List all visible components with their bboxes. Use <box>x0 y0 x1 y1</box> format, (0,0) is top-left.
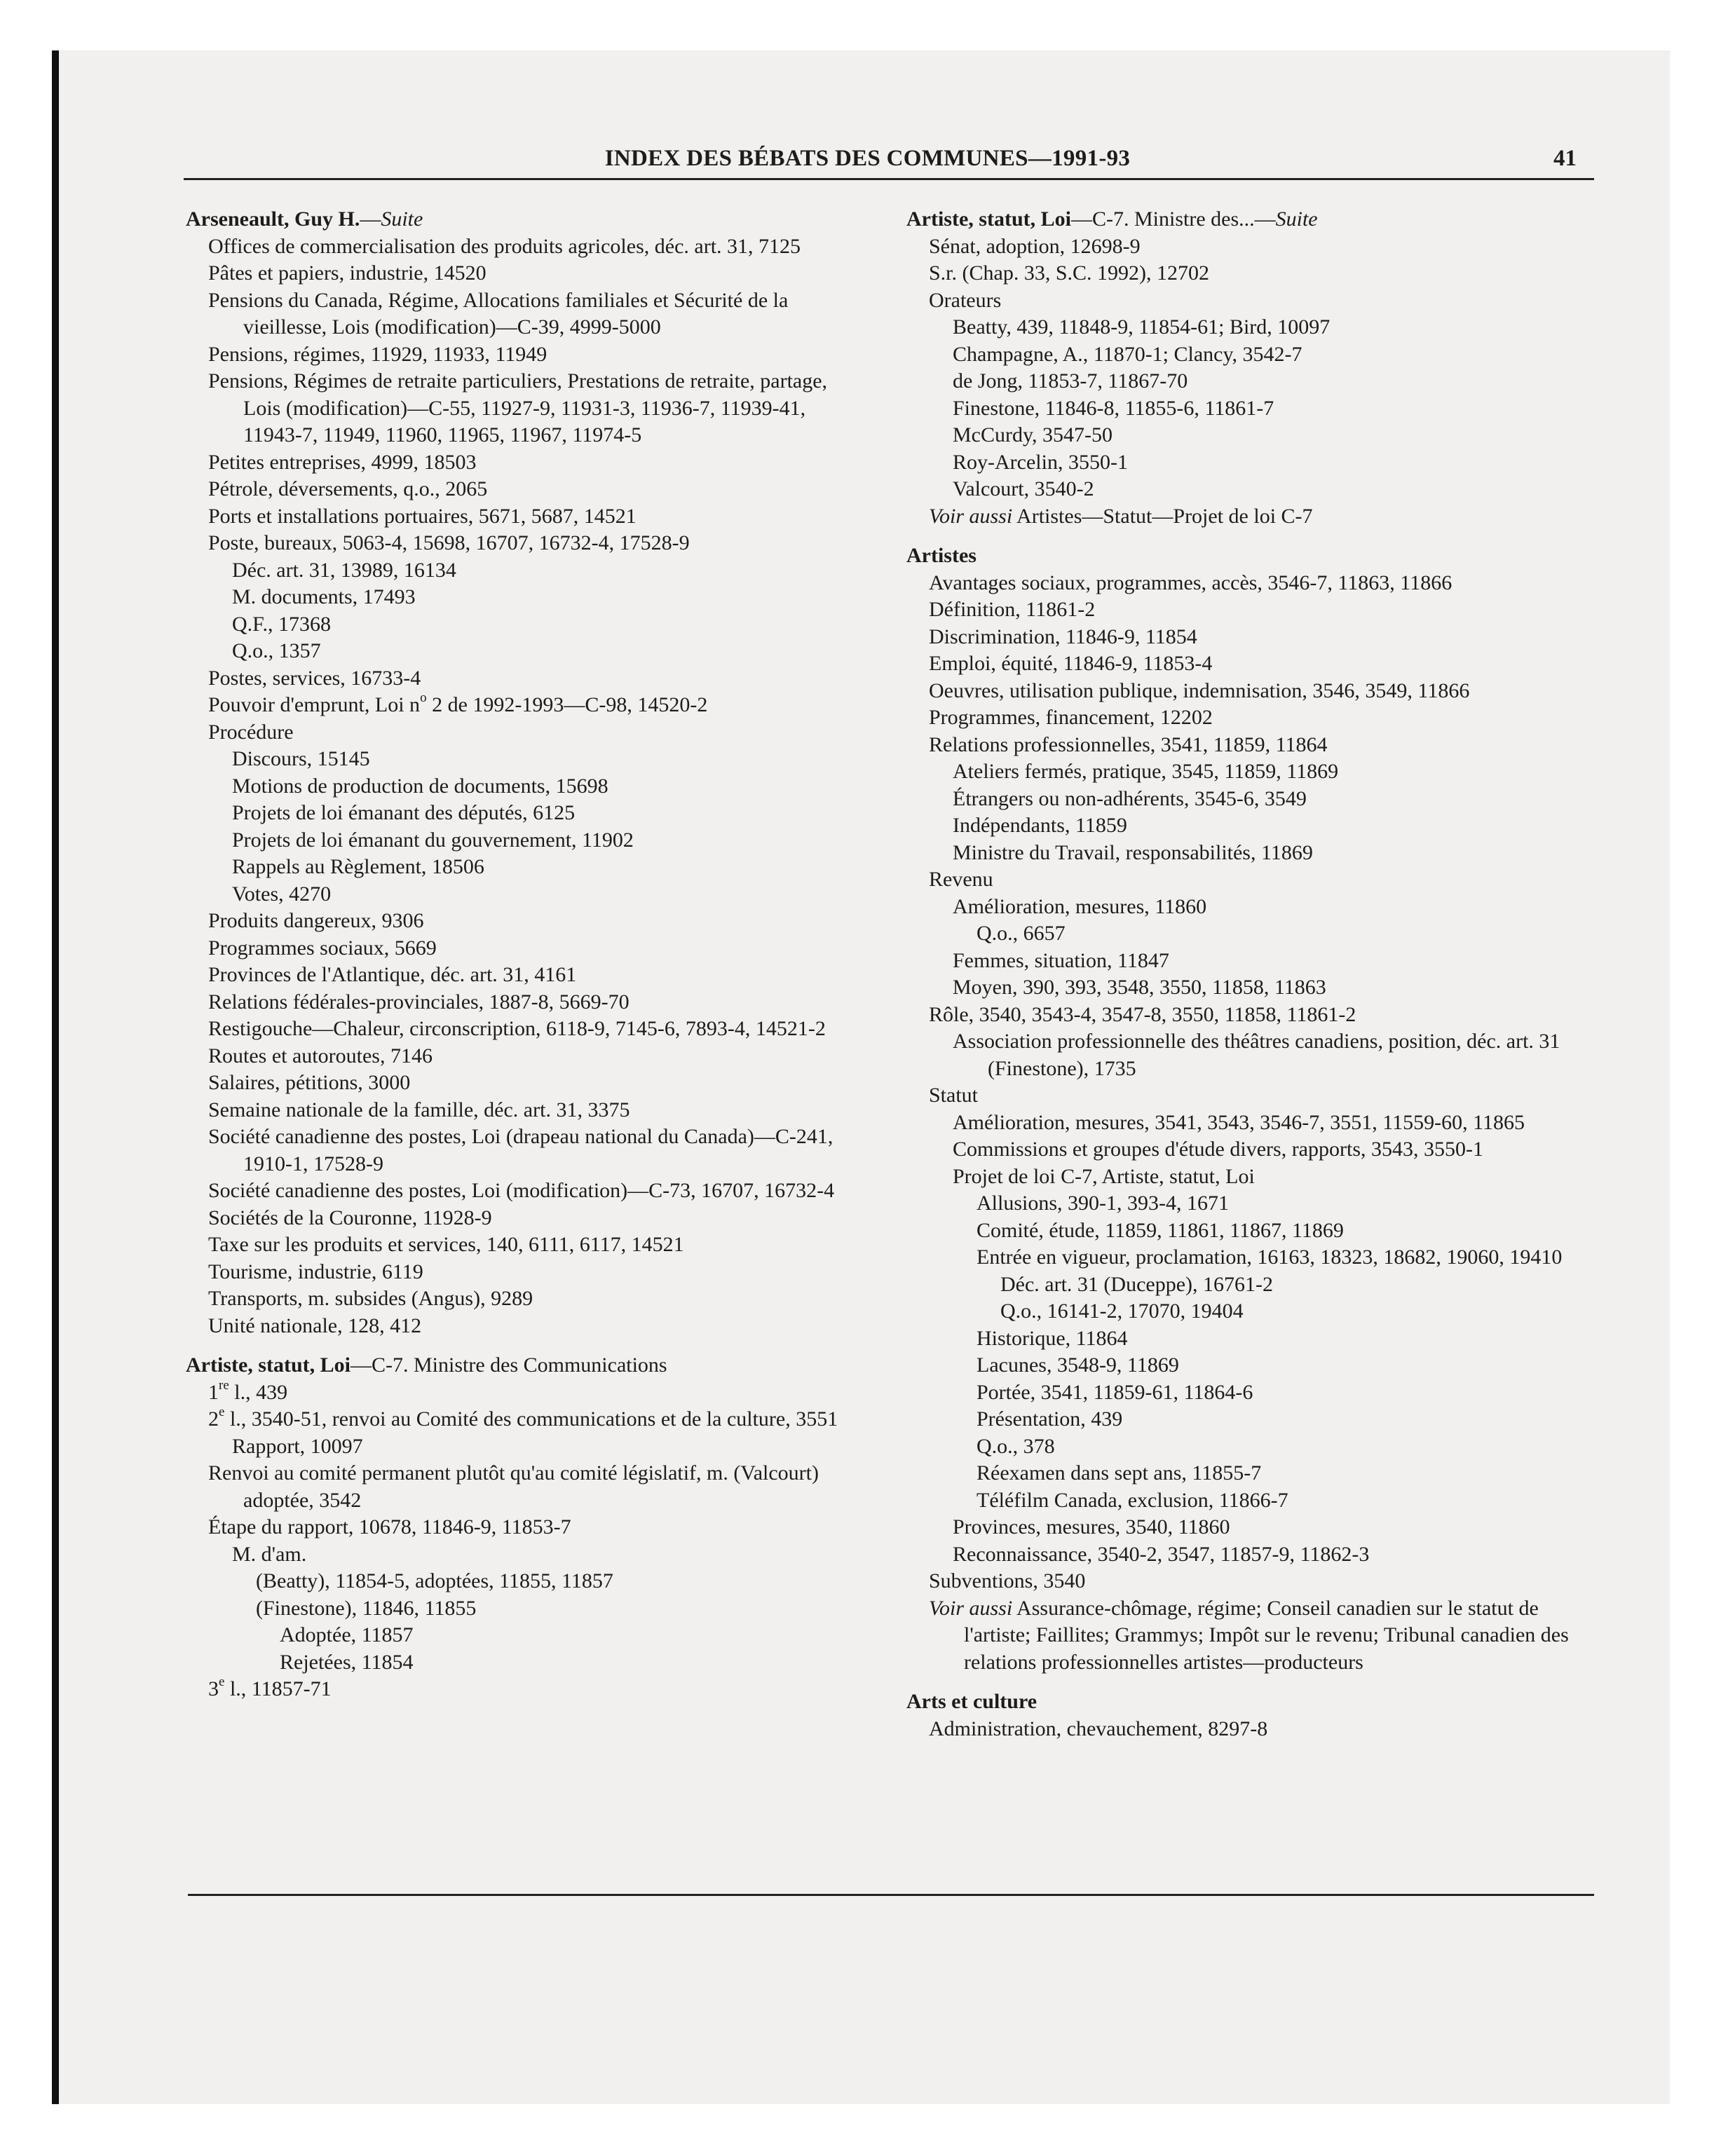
index-entry <box>906 1136 1579 1164</box>
index-entry <box>906 1217 1579 1245</box>
entry-text: Avantages sociaux, programmes, accès, 3546-7, 11863, 11866 <box>929 571 1452 594</box>
index-entry <box>906 570 1579 597</box>
entry-text: Étape du rapport, 10678, 11846-9, 11853-7 <box>208 1515 571 1538</box>
entry-text: Administration, chevauchement, 8297-8 <box>929 1717 1268 1740</box>
index-entry <box>186 692 859 719</box>
index-entry <box>906 1002 1579 1029</box>
index-entry <box>906 1164 1579 1191</box>
see-also-label: Voir aussi <box>929 1596 1013 1620</box>
entry-text: Q.o., 6657 <box>977 922 1066 945</box>
index-entry <box>906 1514 1579 1541</box>
index-entry <box>186 746 859 773</box>
entry-text: Déc. art. 31 (Duceppe), 16761-2 <box>1000 1272 1274 1296</box>
entry-text: Taxe sur les produits et services, 140, 6111, 6117, 14521 <box>208 1233 684 1256</box>
heading-text: Artiste, statut, Loi <box>906 207 1071 231</box>
entry-text: Allusions, 390-1, 393-4, 1671 <box>977 1192 1229 1215</box>
index-entry <box>906 449 1579 477</box>
entry-text: Champagne, A., 11870-1; Clancy, 3542-7 <box>953 342 1302 366</box>
entry-text: Finestone, 11846-8, 11855-6, 11861-7 <box>953 396 1274 420</box>
index-entry <box>906 260 1579 287</box>
index-entry <box>906 1190 1579 1217</box>
index-entry <box>186 1231 859 1259</box>
entry-text-cont: l., 3540-51, renvoi au Comité des communications et de la culture, 3551 <box>224 1407 838 1431</box>
index-entry <box>186 908 859 935</box>
entry-text-cont: l., 11857-71 <box>224 1677 332 1700</box>
entry-text: Salaires, pétitions, 3000 <box>208 1071 411 1094</box>
index-entry <box>186 1043 859 1070</box>
index-entry <box>186 881 859 908</box>
index-heading <box>906 543 1579 570</box>
entry-text: Emploi, équité, 11846-9, 11853-4 <box>929 652 1213 675</box>
entry-text: M. d'am. <box>232 1542 307 1566</box>
index-entry <box>906 503 1579 531</box>
index-entry <box>186 1676 859 1703</box>
entry-text: — <box>360 207 381 231</box>
index-entry <box>906 314 1579 341</box>
continued-label: Suite <box>1275 207 1318 231</box>
header-rule <box>184 178 1594 180</box>
entry-text: Orateurs <box>929 288 1002 312</box>
entry-text: (Finestone), 11846, 11855 <box>256 1596 477 1620</box>
index-entry <box>906 624 1579 651</box>
entry-text: Motions de production de documents, 15698 <box>232 774 608 798</box>
entry-text: Entrée en vigueur, proclamation, 16163, 18323, 18682, 19060, 19410 <box>977 1246 1563 1269</box>
index-entry <box>906 1541 1579 1569</box>
index-entry <box>186 1070 859 1097</box>
index-entry <box>906 812 1579 840</box>
entry-text: Rapport, 10097 <box>232 1434 363 1458</box>
entry-text: Transports, m. subsides (Angus), 9289 <box>208 1287 533 1310</box>
entry-text: Moyen, 390, 393, 3548, 3550, 11858, 11863 <box>953 976 1326 999</box>
index-entry <box>186 935 859 962</box>
index-entry <box>906 1110 1579 1137</box>
entry-text: Relations fédérales-provinciales, 1887-8, 5669-70 <box>208 990 630 1014</box>
entry-text: Unité nationale, 128, 412 <box>208 1314 422 1337</box>
entry-text: Association professionnelle des théâtres canadiens, position, déc. art. 31 (Finestone), 1735 <box>953 1030 1560 1080</box>
superscript: e <box>219 1674 225 1689</box>
index-entry <box>906 974 1579 1002</box>
entry-text: Projets de loi émanant du gouvernement, 11902 <box>232 828 634 852</box>
index-entry <box>186 1433 859 1461</box>
index-entry <box>906 596 1579 624</box>
entry-text: Artistes—Statut—Projet de loi C-7 <box>1012 504 1313 528</box>
entry-text: Renvoi au comité permanent plutôt qu'au comité législatif, m. (Valcourt) adoptée, 3542 <box>208 1461 819 1512</box>
entry-text: Discrimination, 11846-9, 11854 <box>929 625 1197 648</box>
entry-text: Amélioration, mesures, 3541, 3543, 3546-7, 3551, 11559-60, 11865 <box>953 1110 1525 1134</box>
index-entry <box>186 1460 859 1514</box>
superscript: re <box>219 1377 229 1393</box>
entry-text: McCurdy, 3547-50 <box>953 423 1113 446</box>
index-entry <box>906 786 1579 813</box>
entry-text: (Beatty), 11854-5, adoptées, 11855, 11857 <box>256 1569 613 1592</box>
index-entry <box>186 1406 859 1433</box>
index-heading <box>906 206 1579 233</box>
continued-label: Suite <box>381 207 423 231</box>
index-entry <box>186 611 859 639</box>
index-entry <box>906 1325 1579 1353</box>
index-entry <box>186 638 859 665</box>
heading-text: Arseneault, Guy H. <box>186 207 360 231</box>
index-entry <box>186 1097 859 1124</box>
index-entry <box>906 476 1579 503</box>
entry-text: Projets de loi émanant des députés, 6125 <box>232 801 576 824</box>
entry-text: Sociétés de la Couronne, 11928-9 <box>208 1206 492 1229</box>
entry-text: Société canadienne des postes, Loi (modification)—C-73, 16707, 16732-4 <box>208 1179 835 1202</box>
entry-text: 1 <box>208 1380 219 1404</box>
index-entry <box>186 530 859 557</box>
index-entry <box>906 1028 1579 1082</box>
entry-text: Subventions, 3540 <box>929 1569 1086 1592</box>
index-entry <box>186 1313 859 1340</box>
entry-text: Q.o., 378 <box>977 1434 1055 1458</box>
entry-text: Lacunes, 3548-9, 11869 <box>977 1353 1179 1377</box>
index-entry <box>906 650 1579 678</box>
index-heading <box>186 206 859 233</box>
index-entry <box>186 287 859 341</box>
entry-text-cont: l., 439 <box>229 1380 288 1404</box>
index-heading <box>906 1688 1579 1716</box>
entry-text: Offices de commercialisation des produits agricoles, déc. art. 31, 7125 <box>208 234 801 258</box>
entry-text: Pensions, régimes, 11929, 11933, 11949 <box>208 342 547 366</box>
index-entry <box>906 948 1579 975</box>
entry-text: Commissions et groupes d'étude divers, rapports, 3543, 3550-1 <box>953 1138 1483 1161</box>
entry-text: Indépendants, 11859 <box>953 814 1127 837</box>
heading-text: Artiste, statut, Loi <box>186 1353 351 1377</box>
entry-text: Pouvoir d'emprunt, Loi n <box>208 693 421 716</box>
index-entry <box>906 1379 1579 1407</box>
index-entry <box>186 827 859 854</box>
entry-text: Ministre du Travail, responsabilités, 11869 <box>953 840 1313 864</box>
index-entry <box>906 368 1579 395</box>
index-entry <box>186 1205 859 1232</box>
entry-text: Valcourt, 3540-2 <box>953 477 1094 500</box>
index-entry <box>186 1124 859 1178</box>
entry-text: Statut <box>929 1084 979 1107</box>
index-entry <box>906 1406 1579 1433</box>
entry-text: de Jong, 11853-7, 11867-70 <box>953 369 1188 393</box>
page-title: INDEX DES BÉBATS DES COMMUNES—1991-93 <box>604 146 1131 171</box>
entry-text: Historique, 11864 <box>977 1326 1128 1350</box>
index-entry <box>186 854 859 881</box>
footer-rule <box>188 1894 1594 1896</box>
entry-text: Programmes, financement, 12202 <box>929 706 1213 729</box>
index-entry <box>186 476 859 503</box>
entry-text: Projet de loi C-7, Artiste, statut, Loi <box>953 1164 1255 1188</box>
entry-text: Sénat, adoption, 12698-9 <box>929 234 1141 258</box>
entry-text: Semaine nationale de la famille, déc. art. 31, 3375 <box>208 1098 630 1121</box>
index-entry <box>906 1568 1579 1595</box>
entry-text: Comité, étude, 11859, 11861, 11867, 11869 <box>977 1218 1344 1242</box>
index-entry <box>906 422 1579 449</box>
entry-text: Adoptée, 11857 <box>280 1623 414 1646</box>
index-entry <box>906 1595 1579 1677</box>
index-entry <box>906 678 1579 705</box>
index-entry <box>906 1433 1579 1461</box>
page-number: 41 <box>1553 146 1577 171</box>
see-also-label: Voir aussi <box>929 504 1013 528</box>
entry-text: Revenu <box>929 868 993 891</box>
index-entry <box>906 866 1579 894</box>
entry-text: Programmes sociaux, 5669 <box>208 936 437 960</box>
index-entry <box>906 894 1579 921</box>
entry-text: Provinces de l'Atlantique, déc. art. 31, 4161 <box>208 963 577 986</box>
index-entry <box>186 1595 859 1623</box>
entry-text: Amélioration, mesures, 11860 <box>953 894 1207 918</box>
index-entry <box>186 719 859 746</box>
entry-text: Discours, 15145 <box>232 747 370 770</box>
entry-text: Q.o., 16141-2, 17070, 19404 <box>1000 1299 1244 1323</box>
index-entry <box>906 1244 1579 1271</box>
index-entry <box>906 1298 1579 1325</box>
index-entry <box>186 1568 859 1595</box>
entry-text: Présentation, 439 <box>977 1407 1123 1431</box>
entry-text: Restigouche—Chaleur, circonscription, 6118-9, 7145-6, 7893-4, 14521-2 <box>208 1017 826 1040</box>
entry-text: Ateliers fermés, pratique, 3545, 11859, 11869 <box>953 760 1339 783</box>
index-entry <box>906 840 1579 867</box>
index-entry <box>186 1649 859 1677</box>
index-entry <box>906 287 1579 315</box>
entry-text: M. documents, 17493 <box>232 585 416 608</box>
entry-text: Postes, services, 16733-4 <box>208 666 421 690</box>
superscript: e <box>219 1405 225 1419</box>
index-entry <box>186 1514 859 1541</box>
index-entry <box>186 1541 859 1569</box>
index-entry <box>906 1082 1579 1110</box>
index-entry <box>906 1352 1579 1379</box>
index-entry <box>186 1285 859 1313</box>
index-entry <box>186 989 859 1016</box>
index-entry <box>906 1716 1579 1743</box>
index-entry <box>186 1259 859 1286</box>
index-entry <box>186 368 859 449</box>
index-entry <box>186 665 859 692</box>
index-entry <box>906 395 1579 423</box>
index-entry <box>906 1487 1579 1515</box>
index-entry <box>906 1460 1579 1487</box>
index-entry <box>906 233 1579 261</box>
index-column-right <box>906 206 1579 1742</box>
index-entry <box>906 732 1579 759</box>
entry-text: Rôle, 3540, 3543-4, 3547-8, 3550, 11858, 11861-2 <box>929 1002 1356 1026</box>
index-entry <box>906 920 1579 948</box>
entry-text: Routes et autoroutes, 7146 <box>208 1044 433 1067</box>
entry-text: Produits dangereux, 9306 <box>208 909 424 932</box>
heading-text: Arts et culture <box>906 1690 1037 1713</box>
index-entry <box>906 341 1579 369</box>
entry-text: Relations professionnelles, 3541, 11859, 11864 <box>929 732 1328 756</box>
heading-text: Artistes <box>906 544 977 567</box>
index-entry <box>186 800 859 827</box>
index-entry <box>186 1379 859 1407</box>
entry-text: Tourisme, industrie, 6119 <box>208 1260 423 1283</box>
entry-text: 2 <box>208 1407 219 1431</box>
index-entry <box>186 773 859 800</box>
entry-text: Définition, 11861-2 <box>929 598 1096 621</box>
index-entry <box>186 233 859 261</box>
entry-text: —C-7. Ministre des...— <box>1070 207 1276 231</box>
entry-text: —C-7. Ministre des Communications <box>350 1353 667 1377</box>
entry-text: Pensions, Régimes de retraite particuliers, Prestations de retraite, partage, Lois (modification)—C-55, 11927-9, 11931-3, 11936-7, 11939-41, 11943-7, 11949, 11960, 11965, 11967, 11974-5 <box>208 369 828 446</box>
index-entry <box>186 341 859 369</box>
index-entry <box>186 1178 859 1205</box>
index-entry <box>186 260 859 287</box>
entry-text: Déc. art. 31, 13989, 16134 <box>232 558 456 582</box>
entry-text: Ports et installations portuaires, 5671, 5687, 14521 <box>208 504 637 528</box>
index-entry <box>186 449 859 477</box>
index-entry <box>906 758 1579 786</box>
entry-text: Portée, 3541, 11859-61, 11864-6 <box>977 1380 1253 1404</box>
scan-binding-edge <box>52 50 59 2104</box>
entry-text: Petites entreprises, 4999, 18503 <box>208 450 477 474</box>
index-entry <box>186 584 859 611</box>
entry-text: Reconnaissance, 3540-2, 3547, 11857-9, 11862-3 <box>953 1542 1370 1566</box>
index-column-left <box>186 206 859 1703</box>
index-heading <box>186 1352 859 1379</box>
entry-text: Q.F., 17368 <box>232 612 331 636</box>
entry-text: Oeuvres, utilisation publique, indemnisation, 3546, 3549, 11866 <box>929 678 1470 702</box>
entry-text: Pétrole, déversements, q.o., 2065 <box>208 477 488 500</box>
superscript: o <box>420 690 427 705</box>
entry-text: 3 <box>208 1677 219 1700</box>
entry-text: Poste, bureaux, 5063-4, 15698, 16707, 16732-4, 17528-9 <box>208 531 690 554</box>
entry-text: Rappels au Règlement, 18506 <box>232 855 484 878</box>
index-entry <box>906 1271 1579 1299</box>
entry-text: Provinces, mesures, 3540, 11860 <box>953 1515 1230 1538</box>
index-entry <box>906 704 1579 732</box>
entry-text: Étrangers ou non-adhérents, 3545-6, 3549 <box>953 786 1307 810</box>
entry-text-cont: 2 de 1992-1993—C-98, 14520-2 <box>426 693 708 716</box>
entry-text: Téléfilm Canada, exclusion, 11866-7 <box>977 1488 1288 1512</box>
index-entry <box>186 1016 859 1043</box>
entry-text: Société canadienne des postes, Loi (drapeau national du Canada)—C-241, 1910-1, 17528-9 <box>208 1125 834 1175</box>
index-entry <box>186 557 859 585</box>
entry-text: Roy-Arcelin, 3550-1 <box>953 450 1128 474</box>
entry-text: Q.o., 1357 <box>232 639 321 662</box>
entry-text: Pensions du Canada, Régime, Allocations familiales et Sécurité de la vieillesse, Lois (modification)—C-39, 4999-5000 <box>208 288 789 339</box>
entry-text: Votes, 4270 <box>232 882 332 906</box>
entry-text: S.r. (Chap. 33, S.C. 1992), 12702 <box>929 261 1210 285</box>
entry-text: Femmes, situation, 11847 <box>953 948 1169 972</box>
entry-text: Pâtes et papiers, industrie, 14520 <box>208 261 487 285</box>
entry-text: Réexamen dans sept ans, 11855-7 <box>977 1461 1262 1485</box>
entry-text: Procédure <box>208 720 294 744</box>
entry-text: Beatty, 439, 11848-9, 11854-61; Bird, 10097 <box>953 315 1331 339</box>
index-entry <box>186 503 859 531</box>
index-entry <box>186 962 859 989</box>
entry-text: Rejetées, 11854 <box>280 1650 414 1674</box>
entry-text: Assurance-chômage, régime; Conseil canadien sur le statut de l'artiste; Faillites; Grammys; Impôt sur le revenu; Tribunal canadien des relations professionnelles artistes—producteurs <box>964 1596 1569 1674</box>
index-entry <box>186 1622 859 1649</box>
